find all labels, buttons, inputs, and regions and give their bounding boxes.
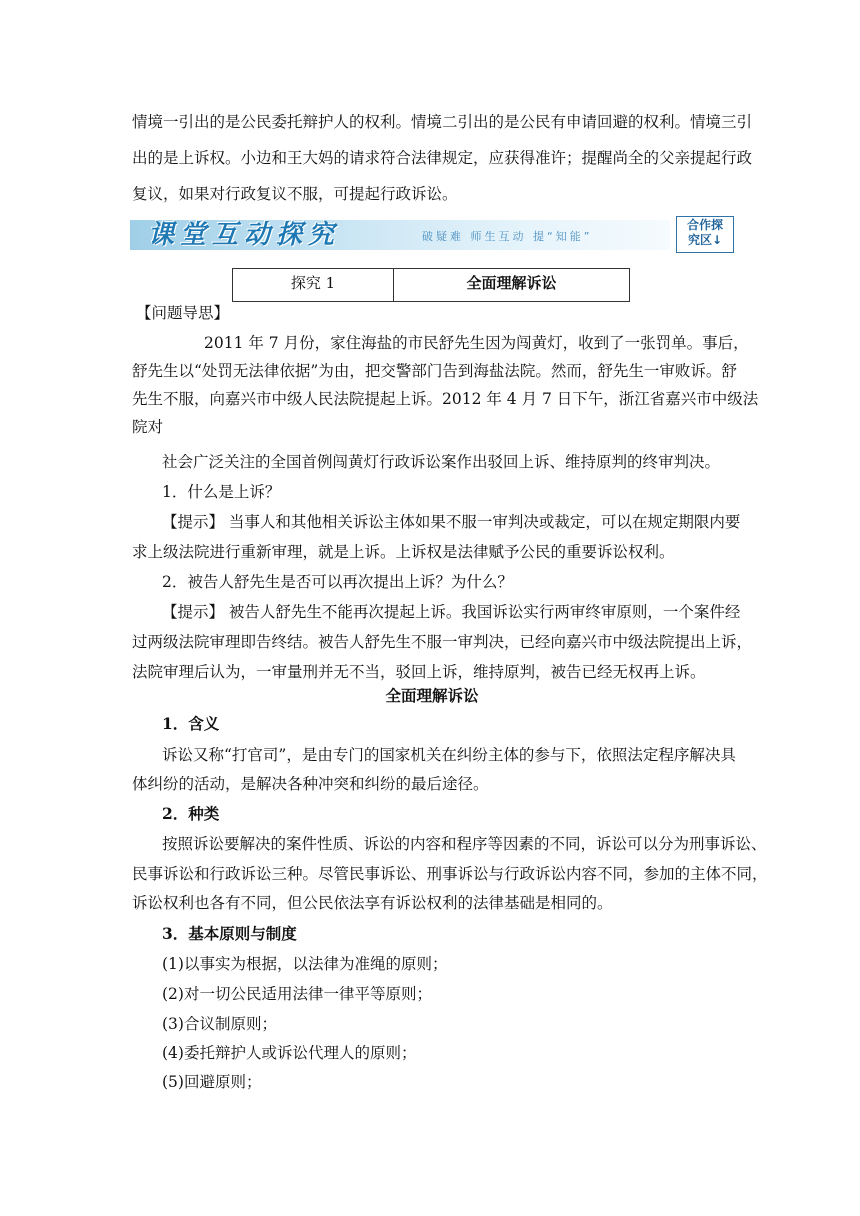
hint-2-line: 法院审理后认为，一审量刑并无不当，驳回上诉，维持原判，被告已经无权再上诉。: [132, 663, 706, 681]
inquiry-label: 探究 1: [233, 269, 394, 302]
case-line: 院对: [132, 418, 164, 436]
case-line: 2011 年 7 月份，家住海盐的市民舒先生因为闯黄灯，收到了一张罚单。事后，: [204, 334, 749, 352]
question-2: 2．被告人舒先生是否可以再次提出上诉？为什么？: [162, 573, 513, 591]
section-1-heading: 1．含义: [162, 714, 220, 733]
section-2-line: 民事诉讼和行政诉讼三种。尽管民事诉讼、刑事诉讼与行政诉讼内容不同，参加的主体不同，: [132, 865, 768, 883]
principle-item: (3)合议制原则；: [162, 1015, 277, 1033]
cooperation-badge: [676, 216, 734, 253]
banner-subtitle: 破疑难 师生互动 提“知能”: [422, 230, 593, 243]
section-1-line: 体纠纷的活动，是解决各种冲突和纠纷的最后途径。: [132, 775, 489, 793]
section-3-heading: 3．基本原则与制度: [162, 924, 297, 943]
badge-line: 究区↓: [687, 233, 723, 247]
badge-line: 合作探: [686, 218, 723, 232]
hint-1-line: 【提示】 当事人和其他相关诉讼主体如果不服一审判决或裁定，可以在规定期限内要: [162, 513, 741, 531]
principle-item: (4)委托辩护人或诉讼代理人的原则；: [162, 1044, 417, 1062]
inquiry-box: [232, 268, 630, 302]
section-2-heading: 2．种类: [162, 804, 220, 823]
hint-1-line: 求上级法院进行重新审理，就是上诉。上诉权是法律赋予公民的重要诉讼权利。: [132, 543, 675, 561]
case-line: 社会广泛关注的全国首例闯黄灯行政诉讼案作出驳回上诉、维持原判的终审判决。: [162, 453, 721, 471]
intro-line: 出的是上诉权。小边和王大妈的请求符合法律规定，应获得准许；提醒尚全的父亲提起行政: [132, 149, 753, 167]
principle-item: (1)以事实为根据，以法律为准绳的原则；: [162, 955, 448, 973]
section-title: 全面理解诉讼: [385, 686, 479, 705]
inquiry-topic: 全面理解诉讼: [394, 269, 630, 302]
intro-line: 复议，如果对行政复议不服，可提起行政诉讼。: [132, 185, 458, 203]
principle-item: (5)回避原则；: [162, 1073, 262, 1091]
section-2-line: 诉讼权利也各有不同，但公民依法享有诉讼权利的法律基础是相同的。: [132, 894, 613, 912]
case-line: 舒先生以“处罚无法律依据”为由，把交警部门告到海盐法院。然而，舒先生一审败诉。舒: [132, 362, 737, 380]
case-line: 先生不服，向嘉兴市中级人民法院提起上诉。2012 年 4 月 7 日下午，浙江省嘉兴市中级法: [132, 390, 759, 408]
guide-heading: 【问题导思】: [136, 304, 230, 322]
question-1: 1．什么是上诉？: [162, 483, 281, 501]
intro-line: 情境一引出的是公民委托辩护人的权利。情境二引出的是公民有申请回避的权利。情境三引: [132, 113, 753, 131]
hint-2-line: 【提示】 被告人舒先生不能再次提起上诉。我国诉讼实行两审终审原则，一个案件经: [162, 603, 741, 621]
banner-title: 课堂互动探究: [148, 220, 341, 250]
principle-item: (2)对一切公民适用法律一律平等原则；: [162, 985, 432, 1003]
section-2-line: 按照诉讼要解决的案件性质、诉讼的内容和程序等因素的不同，诉讼可以分为刑事诉讼、: [162, 835, 767, 853]
section-1-line: 诉讼又称“打官司”，是由专门的国家机关在纠纷主体的参与下，依照法定程序解决具: [162, 746, 736, 764]
section-banner: [130, 214, 736, 252]
hint-2-line: 过两级法院审理即告终结。被告人舒先生不服一审判决，已经向嘉兴市中级法院提出上诉，: [132, 633, 753, 651]
